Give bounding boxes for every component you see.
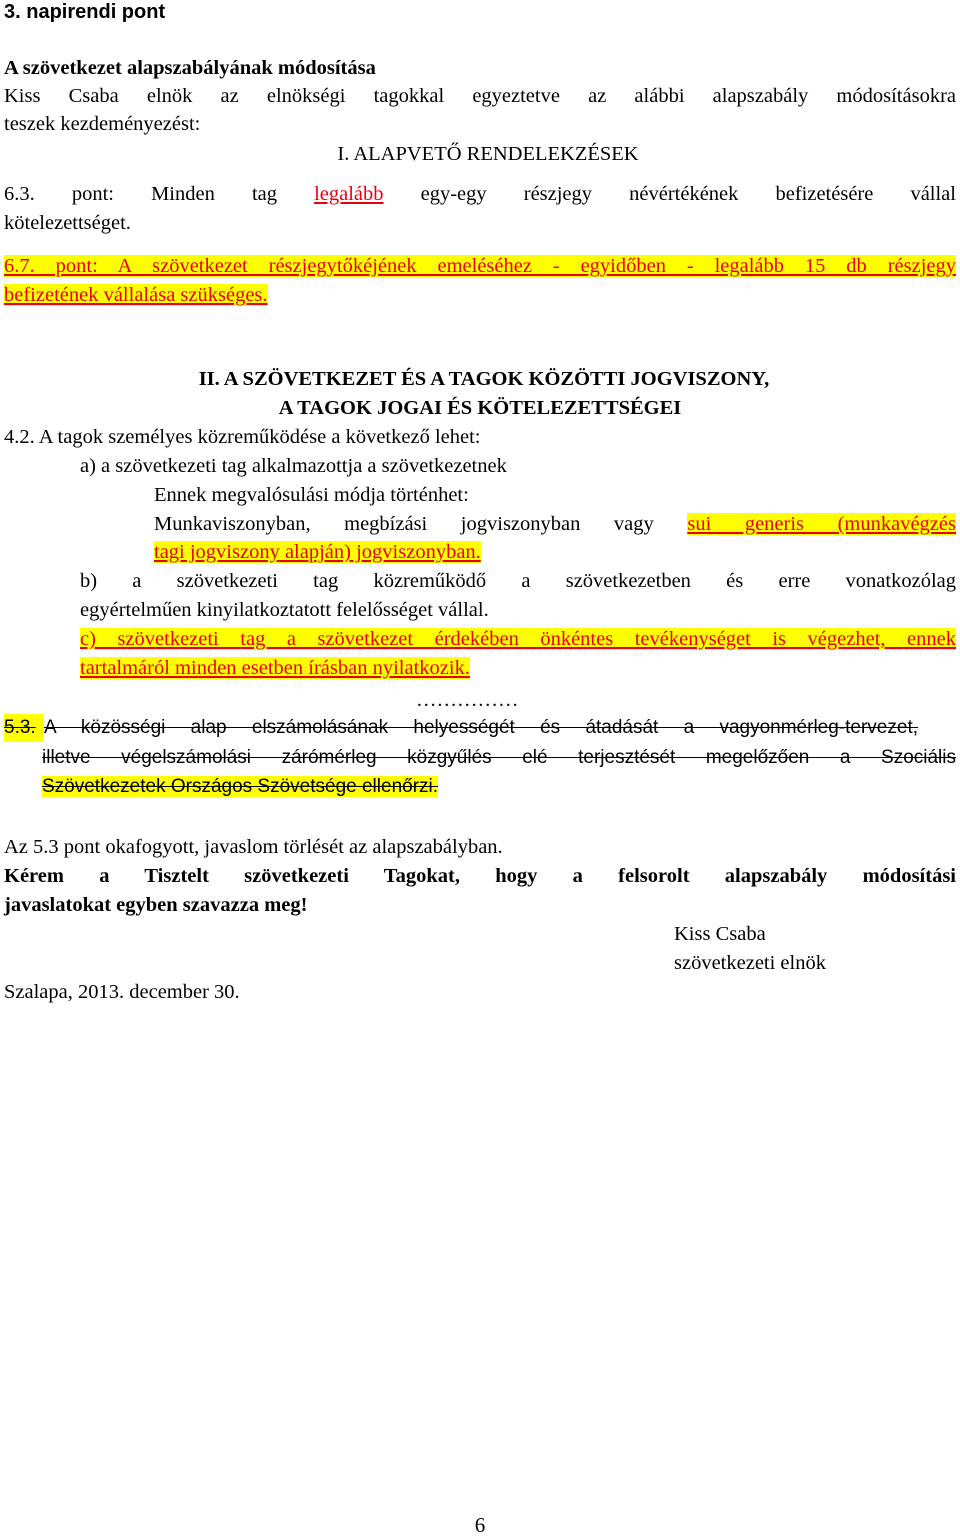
signer-name: Kiss Csaba xyxy=(674,923,766,945)
point-5-3-number: 5.3. xyxy=(4,714,44,742)
point-4-2-a: a) a szövetkezeti tag alkalmazottja a szövetkezetnek xyxy=(80,455,507,477)
point-5-3-line-1 xyxy=(4,714,956,742)
agenda-heading: 3. napirendi pont xyxy=(4,1,166,23)
signer-role: szövetkezeti elnök xyxy=(674,952,826,974)
point-6-3-line-1 xyxy=(4,180,956,208)
point-6-7-line-1 xyxy=(4,252,956,280)
section-2-title-line-2: A TAGOK JOGAI ÉS KÖTELEZETTSÉGEI xyxy=(278,397,682,419)
intro-line-2: teszek kezdeményezést: xyxy=(4,113,201,135)
document-title: A szövetkezet alapszabályának módosítása xyxy=(4,57,376,79)
point-5-3-line-3 xyxy=(42,773,956,801)
point-4-2-a-line-2 xyxy=(154,538,956,566)
point-5-3-text-2: illetve végelszámolási zárómérleg közgyűlés elé terjesztését megelőzően a Szociális xyxy=(42,747,956,768)
point-4-2-c-text-2: tartalmáról minden esetben írásban nyilatkozik. xyxy=(80,657,470,679)
point-4-2-c-line-2 xyxy=(80,654,956,682)
place-and-date: Szalapa, 2013. december 30. xyxy=(4,981,240,1003)
point-6-3-legalabb: legalább xyxy=(314,183,384,205)
point-5-3-text-3: Szövetkezetek Országos Szövetsége ellenőrzi. xyxy=(42,776,439,797)
point-6-7-text-1: 6.7. pont: A szövetkezet részjegytőkéjének emeléséhez - egyidőben - legalább 15 db részjegy xyxy=(4,255,956,277)
point-5-3-line-2 xyxy=(42,744,956,772)
obsolete-note: Az 5.3 pont okafogyott, javaslom törlését az alapszabályban. xyxy=(4,836,503,858)
page-number: 6 xyxy=(474,1513,486,1537)
point-4-2-a-red-2: tagi jogviszony alapján) jogviszonyban. xyxy=(154,541,481,563)
point-4-2-b-line-1: b) a szövetkezeti tag közreműködő a szövetkezetben és erre vonatkozólag xyxy=(80,570,956,592)
point-4-2-a-text: Munkaviszonyban, megbízási jogviszonyban vagy xyxy=(154,513,688,535)
point-4-2-b-line-2: egyértelműen kinyilatkoztatott felelősséget vállal. xyxy=(80,599,489,621)
point-5-3-text-1: A közösségi alap elszámolásának helyességét és átadását a vagyonmérleg-tervezet, xyxy=(44,717,918,738)
point-6-3-line-2: kötelezettséget. xyxy=(4,212,131,234)
point-6-7-line-2 xyxy=(4,281,956,309)
section-1-title: I. ALAPVETŐ RENDELEKZÉSEK xyxy=(337,143,639,165)
request-line-1: Kérem a Tisztelt szövetkezeti Tagokat, hogy a felsorolt alapszabály módosítási xyxy=(4,865,956,887)
point-4-2-a-mode: Ennek megvalósulási módja történhet: xyxy=(154,484,469,506)
request-line-2: javaslatokat egyben szavazza meg! xyxy=(4,894,308,916)
point-4-2-c-text-1: c) szövetkezeti tag a szövetkezet érdekében önkéntes tevékenységet is végezhet, ennek xyxy=(80,628,956,650)
point-4-2-a-line-1 xyxy=(154,510,956,538)
intro-line-1: Kiss Csaba elnök az elnökségi tagokkal egyeztetve az alábbi alapszabály módosításokra xyxy=(4,85,956,107)
point-6-3-text-b: egy-egy részjegy névértékének befizetésére vállal xyxy=(383,183,956,205)
section-2-title-line-1: II. A SZÖVETKEZET ÉS A TAGOK KÖZÖTTI JOGVISZONY, xyxy=(198,368,770,390)
point-4-2: 4.2. A tagok személyes közreműködése a következő lehet: xyxy=(4,426,481,448)
point-6-7-text-2: befizetének vállalása szükséges. xyxy=(4,284,268,306)
point-4-2-c-line-1 xyxy=(80,625,956,653)
point-6-3-text-a: 6.3. pont: Minden tag xyxy=(4,183,315,205)
point-4-2-a-red-1: sui generis (munkavégzés xyxy=(687,513,956,535)
ellipsis: …………… xyxy=(416,689,519,711)
